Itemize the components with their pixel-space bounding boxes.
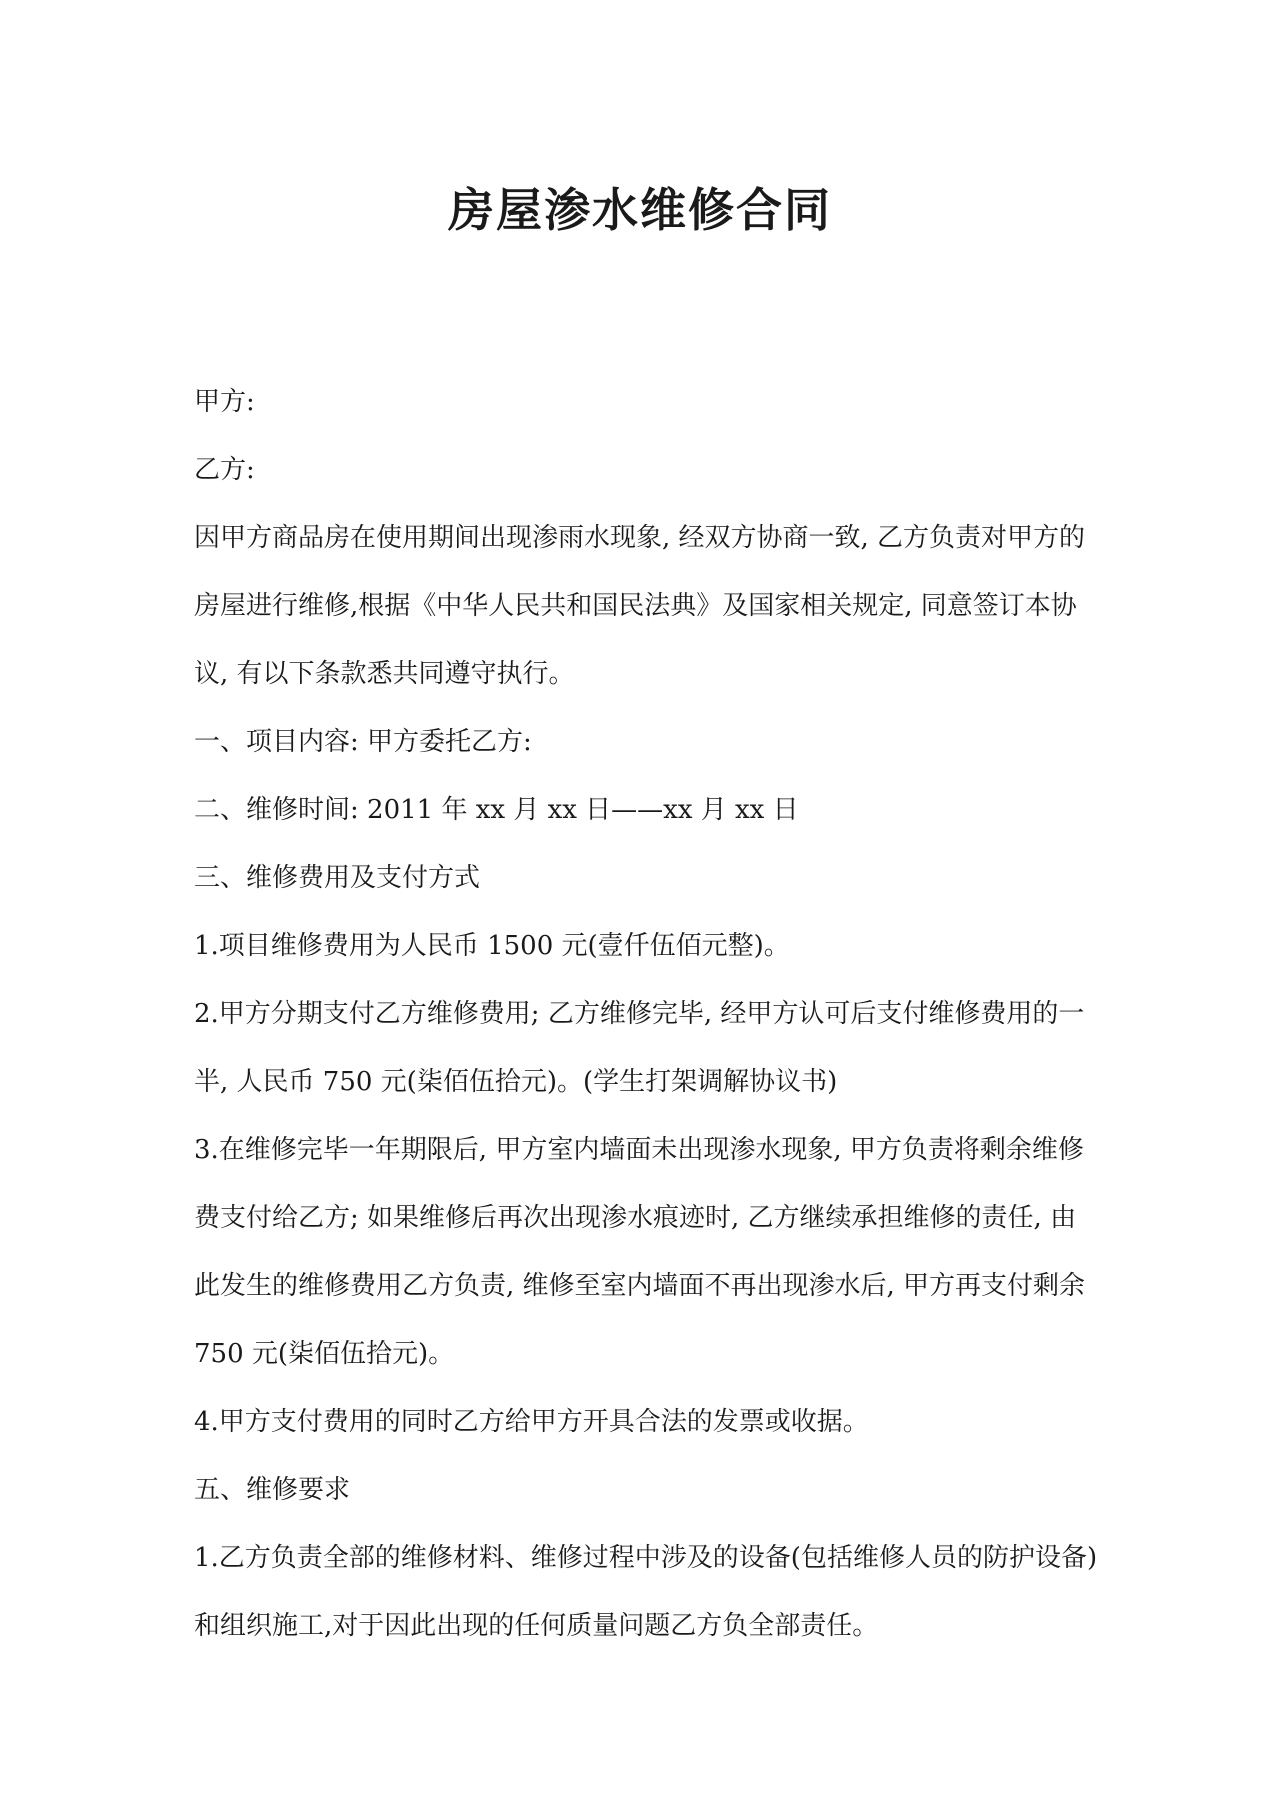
- clause-line: 和组织施工,对于因此出现的任何质量问题乙方负全部责任。: [194, 1611, 879, 1641]
- clause-line: 费支付给乙方; 如果维修后再次出现渗水痕迹时, 乙方继续承担维修的责任, 由: [194, 1203, 1077, 1233]
- clause-line: 1.乙方负责全部的维修材料、维修过程中涉及的设备(包括维修人员的防护设备): [194, 1543, 1098, 1573]
- clause-line: 2.甲方分期支付乙方维修费用; 乙方维修完毕, 经甲方认可后支付维修费用的一: [194, 999, 1085, 1029]
- clause-line: 3.在维修完毕一年期限后, 甲方室内墙面未出现渗水现象, 甲方负责将剩余维修: [194, 1135, 1084, 1165]
- section-heading: 五、维修要求: [194, 1475, 351, 1505]
- preamble-line: 因甲方商品房在使用期间出现渗雨水现象, 经双方协商一致, 乙方负责对甲方的: [194, 523, 1086, 553]
- clause-line: 半, 人民币 750 元(柒佰伍拾元)。(学生打架调解协议书): [194, 1067, 838, 1097]
- clause-line: 750 元(柒佰伍拾元)。: [194, 1339, 455, 1369]
- section-heading: 二、维修时间: 2011 年 xx 月 xx 日——xx 月 xx 日: [194, 795, 799, 825]
- party-b-line: 乙方:: [194, 455, 255, 485]
- document-body: [194, 368, 1098, 1660]
- document-title: 房屋渗水维修合同: [448, 183, 832, 237]
- section-heading: 一、项目内容: 甲方委托乙方:: [194, 727, 532, 757]
- clause-line: 此发生的维修费用乙方负责, 维修至室内墙面不再出现渗水后, 甲方再支付剩余: [194, 1271, 1086, 1301]
- preamble-line: 房屋进行维修,根据《中华人民共和国民法典》及国家相关规定, 同意签订本协: [194, 591, 1077, 621]
- clause-line: 1.项目维修费用为人民币 1500 元(壹仟伍佰元整)。: [194, 931, 790, 961]
- preamble-line: 议, 有以下条款悉共同遵守执行。: [194, 659, 575, 689]
- section-heading: 三、维修费用及支付方式: [194, 863, 481, 893]
- clause-line: 4.甲方支付费用的同时乙方给甲方开具合法的发票或收据。: [194, 1407, 869, 1437]
- party-a-line: 甲方:: [194, 387, 255, 417]
